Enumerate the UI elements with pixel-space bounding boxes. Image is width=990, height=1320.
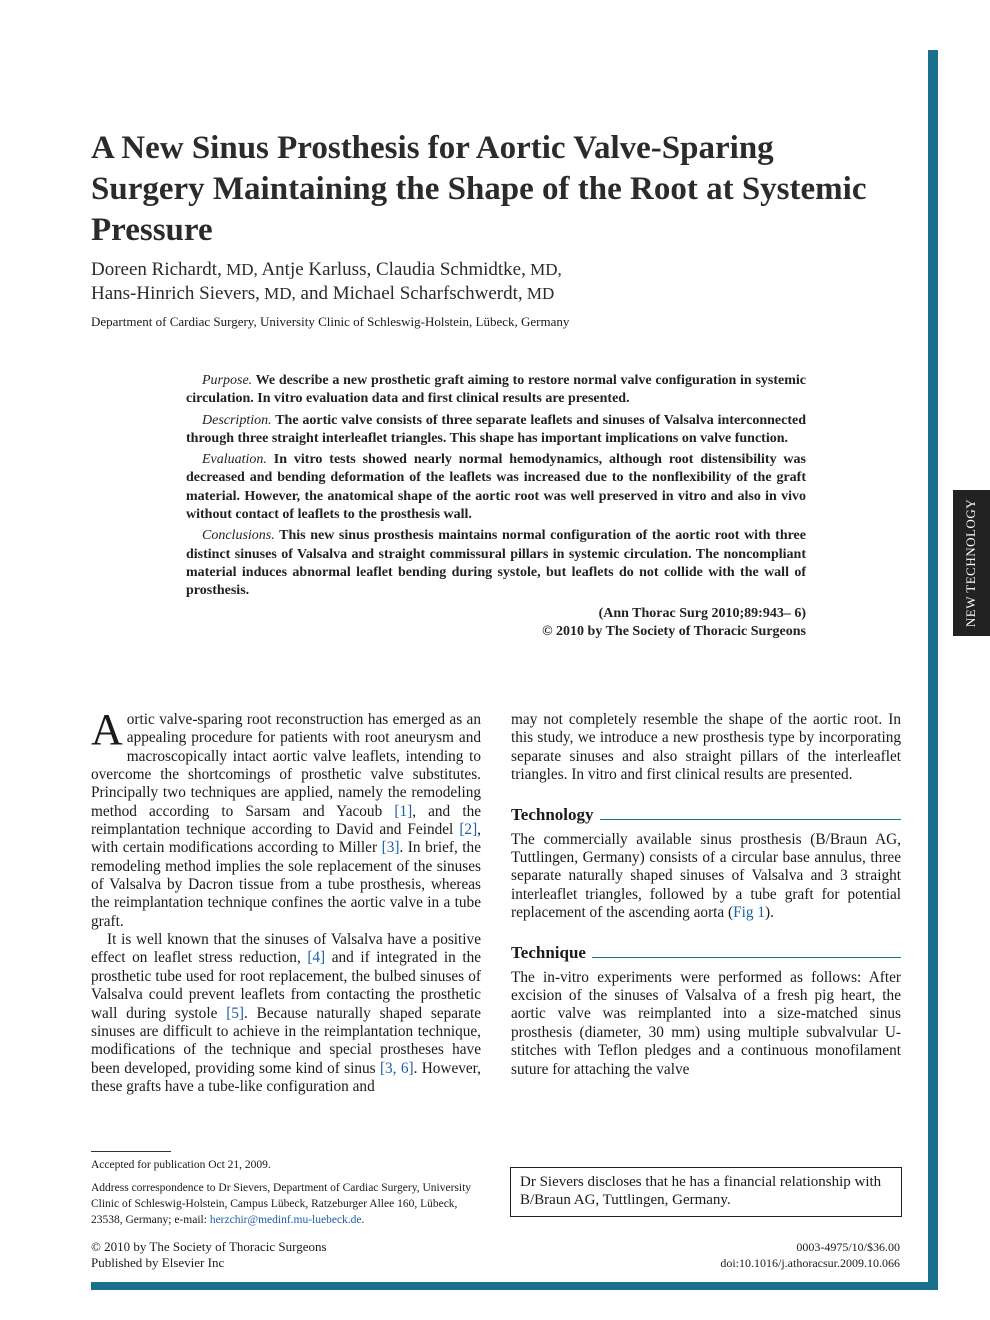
author-degree: MD, xyxy=(525,260,562,279)
publisher-info: © 2010 by The Society of Thoracic Surgeons Published by Elsevier Inc xyxy=(91,1239,327,1270)
affiliation: Department of Cardiac Surgery, University Clinic of Schleswig-Holstein, Lübeck, Germany xyxy=(91,314,570,329)
abstract-description: Description. The aortic valve consists of three separate leaflets and sinuses of Valsalva interconnected through three straight interleaflet triangles. This shape has important implications on valve function. xyxy=(186,412,806,446)
article-title: A New Sinus Prosthesis for Aortic Valve-Sparing Surgery Maintaining the Shape of the Root at Systemic Pressure xyxy=(91,130,867,248)
abstract-purpose: Purpose. We describe a new prosthetic graft aiming to restore normal valve configuration in systemic circulation. In vitro evaluation data and first clinical results are presented. xyxy=(186,373,806,407)
author-name: Antje Karluss, xyxy=(261,259,372,280)
reference-link[interactable]: [5] xyxy=(226,1004,245,1022)
author-name: Hans-Hinrich Sievers, xyxy=(91,283,260,304)
journal-citation: (Ann Thorac Surg 2010;89:943– 6) © 2010 by The Society of Thoracic Surgeons xyxy=(542,605,806,639)
section-tab xyxy=(953,490,990,636)
abstract-conclusions: Conclusions. This new sinus prosthesis maintains normal configuration of the aortic root with three distinct sinuses of Valsalva and straight commissural pillars in systemic circulation. The noncompliant material induces abnormal leaflet bending during systole, but leaflets do not collide with the wall of prosthesis. xyxy=(186,528,806,599)
section-tab-label: NEW TECHNOLOGY xyxy=(963,498,979,628)
technology-paragraph: The commercially available sinus prosthesis (B/Braun AG, Tuttlingen, Germany) consists of a circular base annulus, three separate naturally shaped sinuses of Valsalva and 3 straight interleaflet triangles, followed by a tube graft for potential replacement of the ascending aorta (Fig 1). xyxy=(511,830,901,922)
author-name: Claudia Schmidtke, xyxy=(375,259,526,280)
reference-link[interactable]: [3, 6] xyxy=(379,1059,414,1077)
intro-paragraph: Aortic valve-sparing root reconstruction has emerged as an appealing procedure for patients with root aneurysm and macroscopically intact aortic valve leaflets, intending to overcome the shortcomings of prosthetic valve substitutes. Principally two techniques are applied, namely the remodeling method according to Sarsam and Yacoub [1], and the reimplantation technique according to David and Feindel [2], with certain modifications according to Miller [3]. In brief, the remodeling method implies the sole replacement of the sinuses of Valsalva by Dacron tissue from a tube prosthesis, whereas the reimplantation technique confines the aortic valve in a tube graft. xyxy=(91,705,482,930)
section-heading-technology: Technology xyxy=(511,806,901,824)
body-paragraph: may not completely resemble the shape of the aortic root. In this study, we introduce a new prosthesis type by incorporating separate sinuses and also straight pillars of the interleaflet triangles. In vitro and first clinical results are presented. xyxy=(511,711,901,784)
section-heading-technique: Technique xyxy=(511,944,901,962)
bottom-accent-bar xyxy=(91,1282,938,1290)
doi: doi:10.1016/j.athoracsur.2009.10.066 xyxy=(720,1256,900,1270)
footnote-divider xyxy=(91,1151,171,1152)
author-list xyxy=(91,258,791,306)
reference-link[interactable]: [2] xyxy=(459,821,478,839)
footnotes xyxy=(91,1157,481,1235)
body-column-left xyxy=(91,705,482,1096)
abstract-evaluation: Evaluation. In vitro tests showed nearly normal hemodynamics, although root distensibility was decreased and bending deformation of the leaflets was increased due to the nonflexibility of the graft material. However, the anatomical shape of the aortic root was well preserved in vitro and also in vivo without contact of leaflets to the prosthesis wall. xyxy=(186,452,806,523)
email-link[interactable]: herzchir@medinf.mu-luebeck.de xyxy=(209,1214,362,1226)
author-degree: MD, xyxy=(221,260,258,279)
body-column-right xyxy=(511,711,901,1079)
reference-link[interactable]: [1] xyxy=(394,802,413,820)
technique-paragraph: The in-vitro experiments were performed as follows: After excision of the sinuses of Valsalva of a fresh pig heart, the aortic valve was reimplanted into a size-matched sinus prosthesis (diameter, 30 mm) using multiple subvalvular U-stitches with Teflon pledges and a continuous monofilament suture for attaching the valve xyxy=(511,968,901,1078)
author-degree: MD xyxy=(522,284,555,303)
reference-link[interactable]: [3] xyxy=(381,839,400,857)
issn: 0003-4975/10/$36.00 xyxy=(796,1240,900,1254)
abstract xyxy=(186,372,806,641)
reference-link[interactable]: [4] xyxy=(307,949,326,967)
figure-link[interactable]: Fig 1 xyxy=(733,904,766,922)
author-degree: MD, xyxy=(259,284,296,303)
article-identifiers xyxy=(600,1239,900,1271)
body-paragraph: It is well known that the sinuses of Valsalva have a positive effect on leaflet stress reduction, [4] and if integrated in the prosthetic tube used for root replacement, the bulbed sinuses of Valsalva could prevent leaflets from contacting the prosthetic wall during systole [5]. Because naturally shaped separate sinuses are difficult to achieve in the reimplantation technique, modifications of the technique and special prostheses have been developed, providing some kind of sinus [3, 6]. However, these grafts have a tube-like configuration and xyxy=(91,931,482,1095)
right-accent-bar xyxy=(928,50,938,1290)
accepted-date: Accepted for publication Oct 21, 2009. xyxy=(91,1159,271,1171)
author-name: Doreen Richardt, xyxy=(91,259,222,280)
correspondence-address: Address correspondence to Dr Sievers, Department of Cardiac Surgery, University Clinic of Schleswig-Holstein, Campus Lübeck, Ratzeburger Allee 160, Lübeck, 23538, Germany; e-mail: herzchir@medinf.mu-luebeck.de. xyxy=(91,1182,472,1226)
drop-cap: A xyxy=(91,705,123,754)
author-name: and Michael Scharfschwerdt, xyxy=(300,283,523,304)
disclosure-box: Dr Sievers discloses that he has a financial relationship with B/Braun AG, Tuttlingen, Germany. xyxy=(510,1167,902,1217)
